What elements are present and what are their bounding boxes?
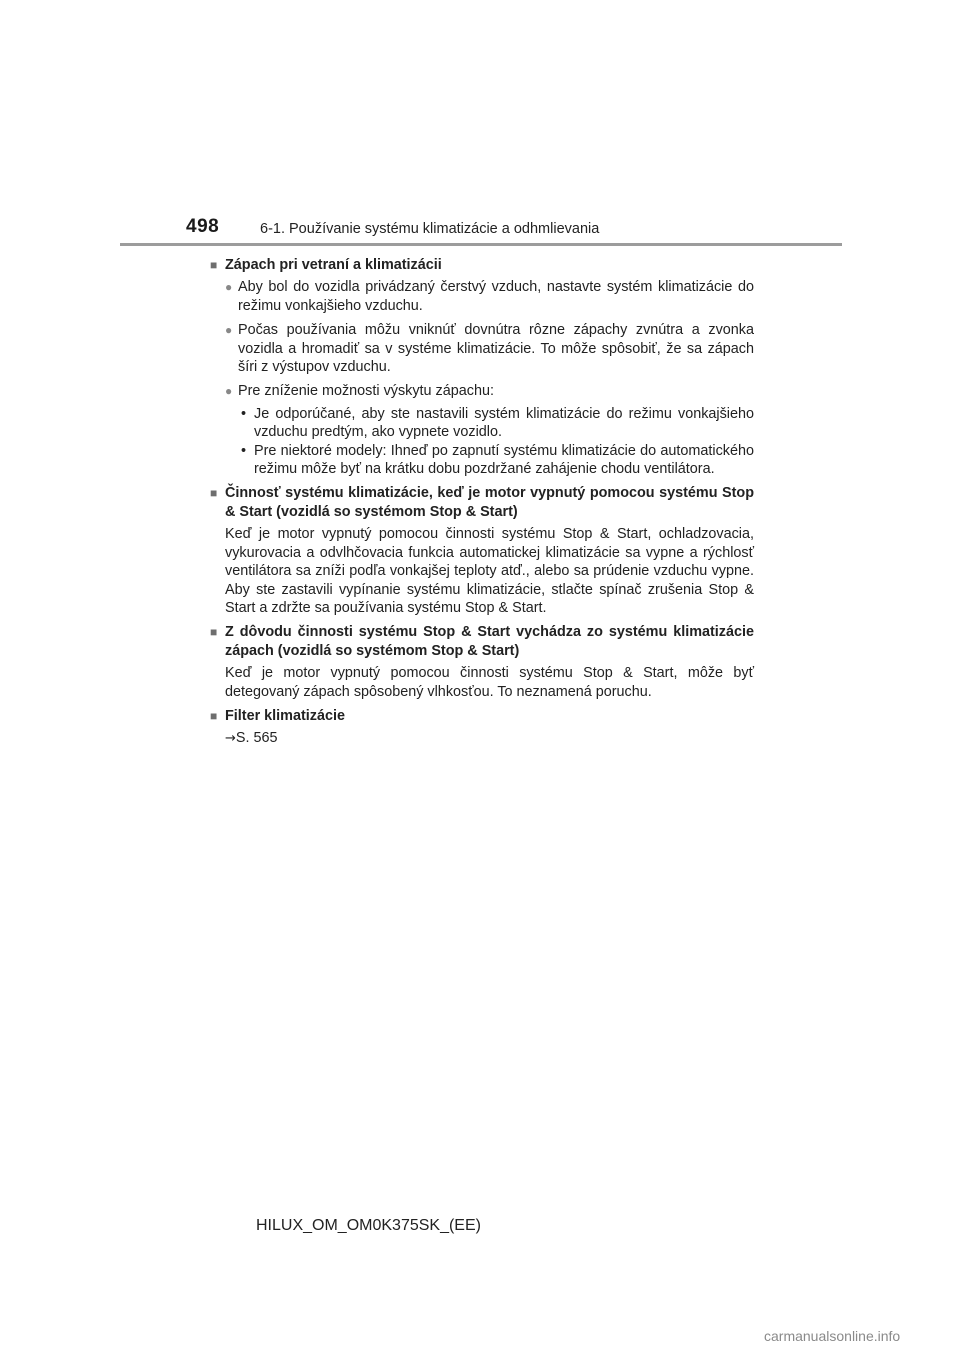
square-marker-icon: ■	[210, 258, 218, 272]
section-title: Zápach pri vetraní a klimatizácii	[225, 257, 442, 273]
section-stop-start-ac	[210, 484, 754, 617]
page-reference[interactable]	[225, 729, 754, 748]
content	[210, 256, 754, 755]
bullet-item	[225, 382, 754, 400]
header-rule	[120, 243, 842, 246]
page-number: 498	[186, 216, 220, 237]
section-paragraph: Keď je motor vypnutý pomocou činnosti systému Stop & Start, môže byť detegovaný zápach spôsobený vlhkosťou. To neznamená poruchu.	[225, 665, 754, 700]
bullet-item	[225, 278, 754, 315]
section-heading	[210, 707, 754, 725]
sub-bullet-icon: •	[241, 405, 247, 422]
bullet-text: Počas používania môžu vniknúť dovnútra rôzne zápachy zvnútra a zvonka vozidla a hromadiť sa v systéme klimatizácie. To môže spôsobiť, že sa zápach šíri z výstupov vzduchu.	[238, 322, 754, 376]
section-title: Činnosť systému klimatizácie, keď je motor vypnutý pomocou systému Stop & Start (vozidlá so systémom Stop & Start)	[225, 485, 754, 520]
bullet-text: Pre zníženie možnosti výskytu zápachu:	[238, 383, 494, 400]
section-paragraph: Keď je motor vypnutý pomocou činnosti systému Stop & Start, ochladzovacia, vykurovacia a odvlhčovacia funkcia automatickej klimatizácie sa vypne a rýchlosť ventilátora sa zníži podľa vonkajšej teploty atď., alebo sa prúdenie vzduchu vypne. Aby ste zastavili vypínanie systému klimatizácie, stlačte spínač zrušenia Stop & Start a zdržte sa používania systému Stop & Start.	[225, 526, 754, 616]
square-marker-icon: ■	[210, 486, 218, 501]
sub-item-text: Pre niektoré modely: Ihneď po zapnutí systému klimatizácie do automatického režimu môže byť na krátku dobu pozdržané zahájenie chodu ventilátora.	[254, 442, 754, 478]
circle-bullet-icon: ●	[225, 323, 233, 338]
watermark: carmanualsonline.info	[764, 1328, 901, 1344]
header-title: 6-1. Používanie systému klimatizácie a odhmlievania	[260, 221, 600, 237]
arrow-right-icon: →	[225, 731, 236, 747]
section-heading	[210, 256, 754, 274]
section-heading	[210, 623, 754, 660]
square-marker-icon: ■	[210, 625, 218, 640]
section-heading	[210, 484, 754, 521]
sub-bullet-icon: •	[241, 442, 247, 459]
section-title: Z dôvodu činnosti systému Stop & Start vychádza zo systému klimatizácie zápach (vozidlá so systémom Stop & Start)	[225, 624, 754, 659]
bullet-item	[225, 321, 754, 376]
page-reference-text: S. 565	[235, 730, 278, 747]
sub-list-item	[238, 405, 754, 442]
circle-bullet-icon: ●	[225, 280, 233, 295]
circle-bullet-icon: ●	[225, 384, 233, 399]
section-stop-start-odor	[210, 623, 754, 701]
section-odor	[210, 256, 754, 478]
square-marker-icon: ■	[210, 708, 218, 723]
footer-doc-code: HILUX_OM_OM0K375SK_(EE)	[256, 1217, 481, 1234]
bullet-text: Aby bol do vozidla privádzaný čerstvý vzduch, nastavte systém klimatizácie do režimu vonkajšieho vzduchu.	[238, 279, 754, 314]
section-ac-filter	[210, 707, 754, 749]
sub-list-item	[238, 442, 754, 479]
section-title: Filter klimatizácie	[225, 707, 345, 724]
sub-item-text: Je odporúčané, aby ste nastavili systém klimatizácie do režimu vonkajšieho vzduchu predtým, ako vypnete vozidlo.	[254, 405, 754, 441]
